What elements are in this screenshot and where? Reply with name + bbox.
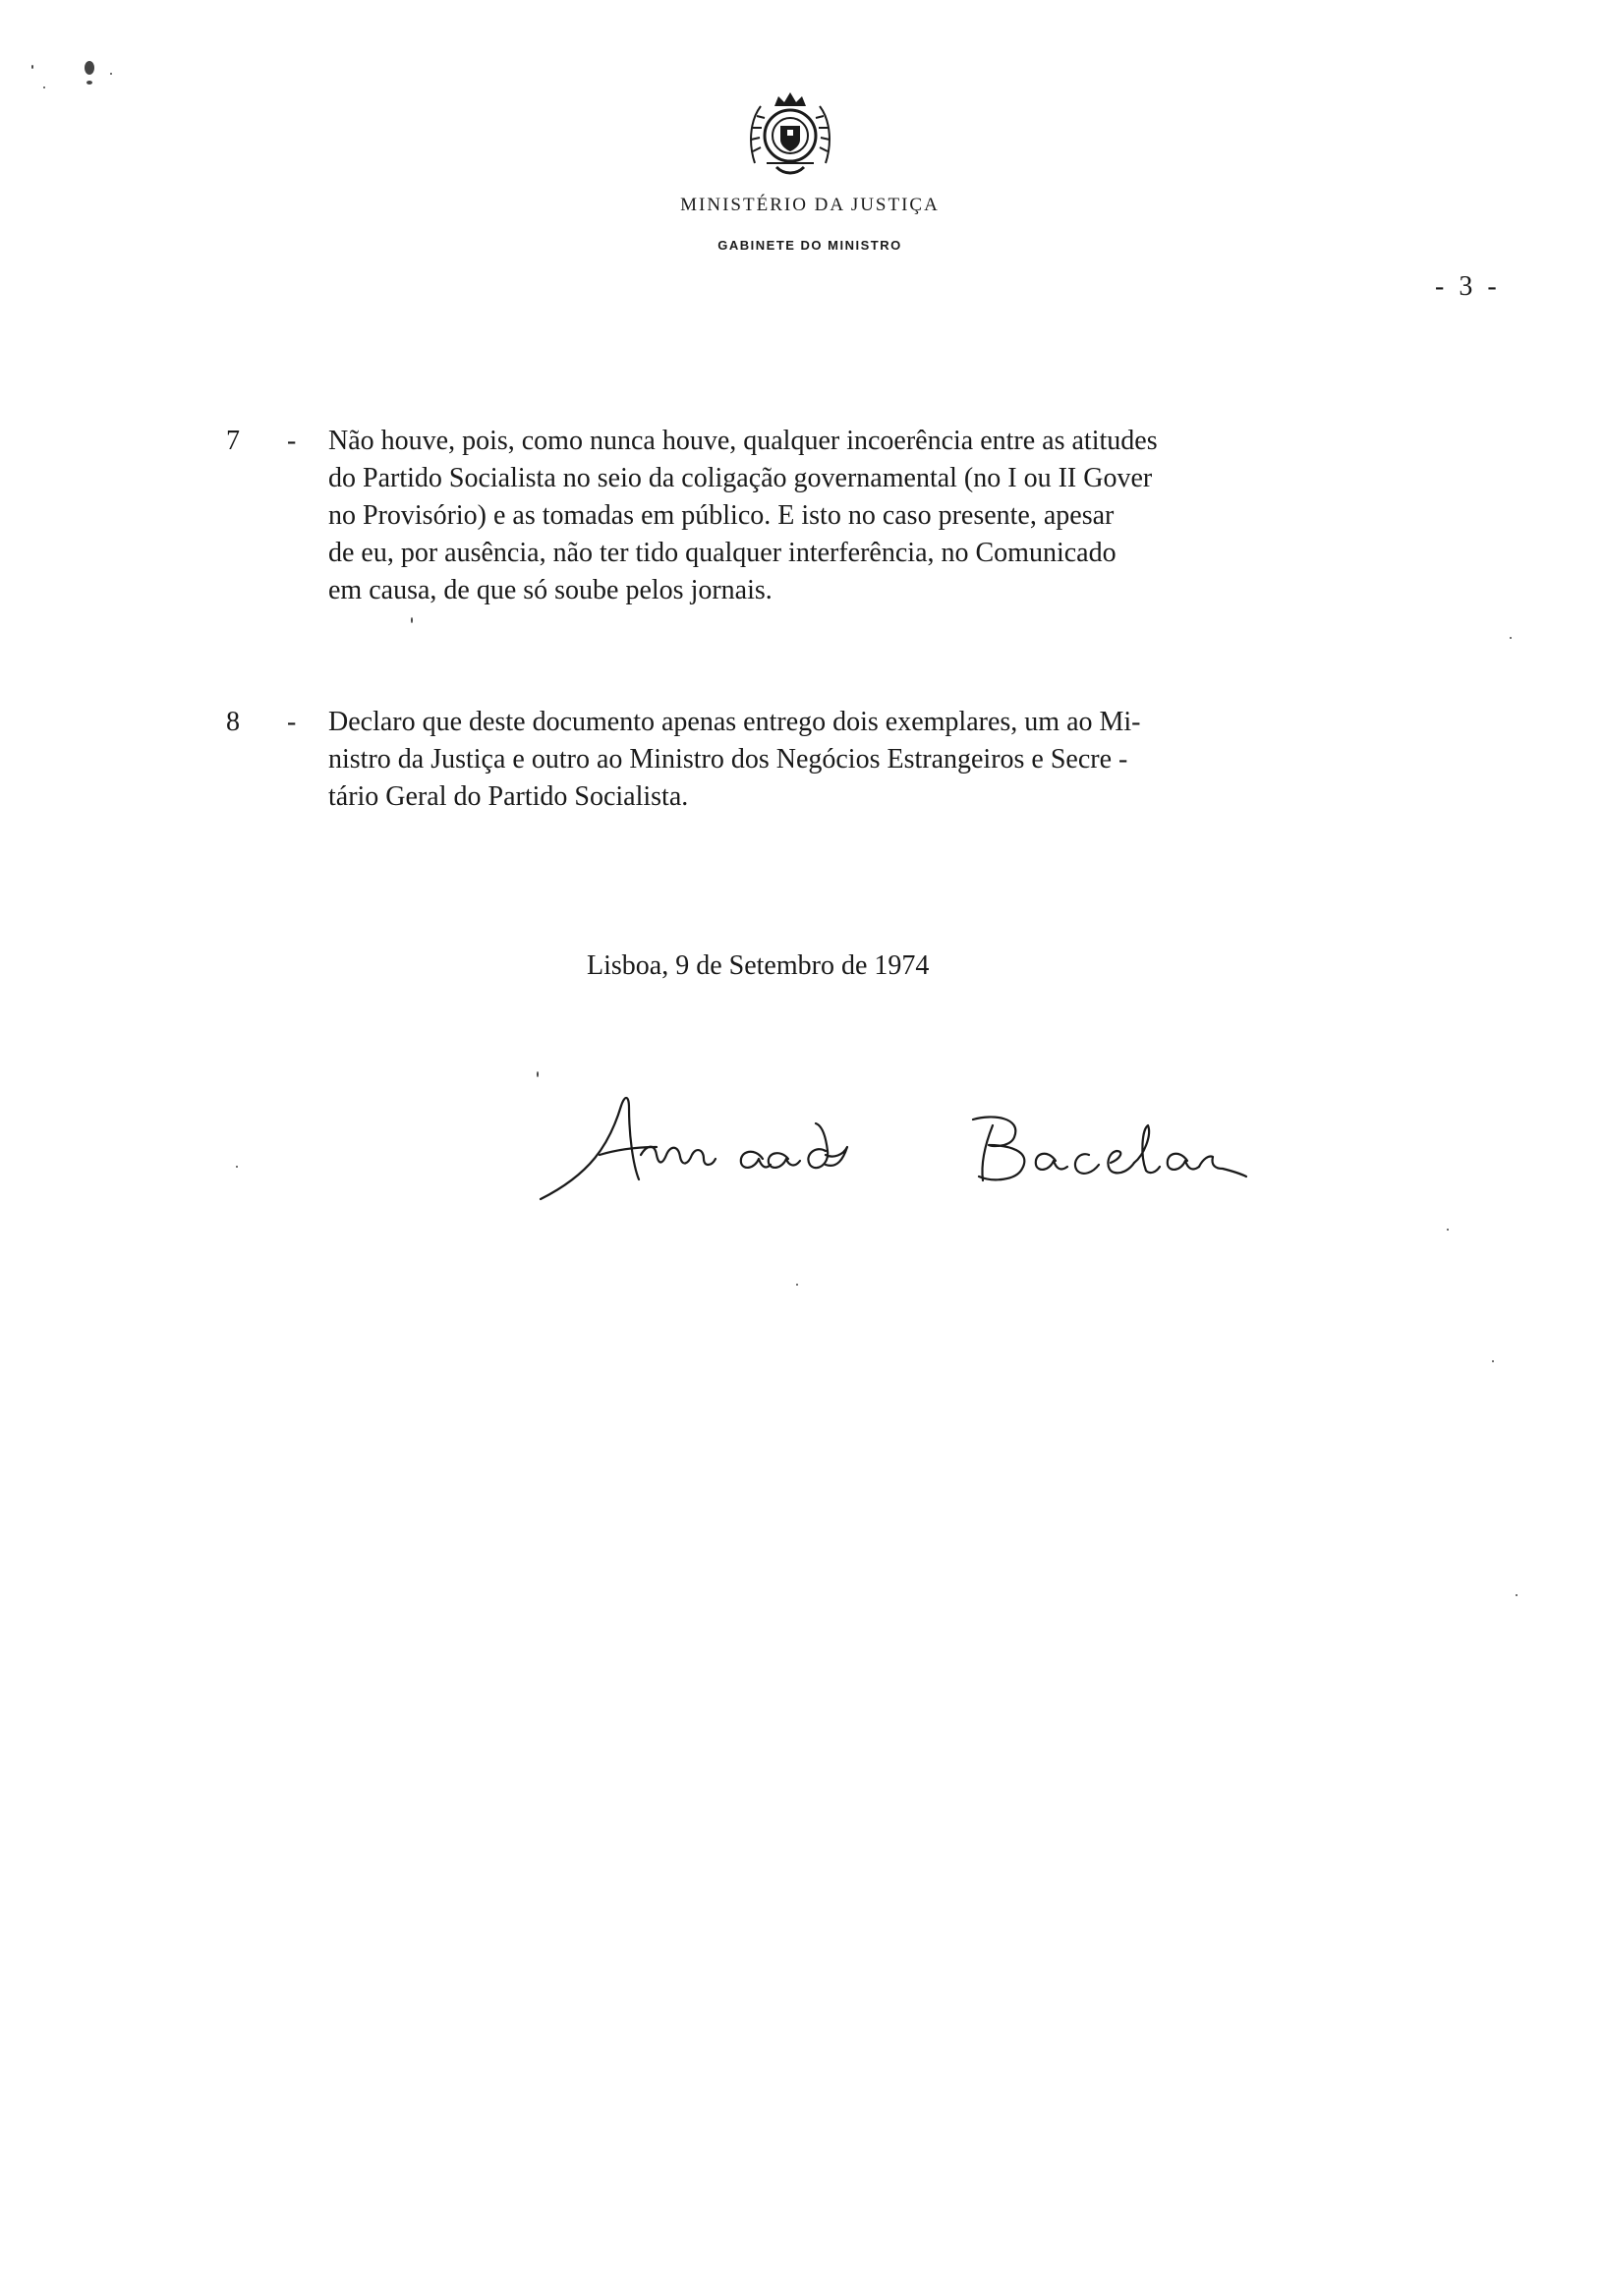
paragraph-line: Não houve, pois, como nunca houve, qualquer incoerência entre as atitudes — [328, 426, 1158, 456]
paragraph-line: de eu, por ausência, não ter tido qualquer interferência, no Comunicado — [328, 538, 1117, 568]
scan-speck — [31, 65, 33, 69]
paragraph-number: 7 — [226, 426, 240, 456]
scan-speck — [236, 1166, 238, 1168]
paragraph-line: no Provisório) e as tomadas em público. E isto no caso presente, apesar — [328, 500, 1115, 531]
ministry-name: MINISTÉRIO DA JUSTIÇA — [680, 195, 940, 215]
paragraph-line: em causa, de que só soube pelos jornais. — [328, 575, 773, 605]
scan-speck — [1516, 1594, 1518, 1596]
scan-speck — [110, 73, 112, 75]
scan-speck — [43, 86, 45, 88]
paragraph-number: 8 — [226, 707, 240, 737]
paragraph-dash: - — [287, 707, 297, 737]
place-and-date: Lisboa, 9 de Setembro de 1974 — [587, 950, 930, 981]
scan-speck — [411, 617, 413, 623]
paragraph-line: nistro da Justiça e outro ao Ministro dos Negócios Estrangeiros e Secre - — [328, 744, 1128, 775]
scan-speck — [1447, 1229, 1449, 1231]
scan-speck — [796, 1284, 798, 1286]
paragraph-line: Declaro que deste documento apenas entrego dois exemplares, um ao Mi- — [328, 707, 1141, 737]
paragraph-dash: - — [287, 426, 297, 456]
scan-speck — [85, 61, 94, 75]
handwritten-signature — [531, 1086, 1297, 1234]
scan-speck — [1492, 1360, 1494, 1362]
coat-of-arms-icon — [747, 86, 833, 181]
cabinet-name: GABINETE DO MINISTRO — [717, 238, 902, 253]
scan-speck — [1510, 637, 1512, 639]
page-number: - 3 - — [1435, 271, 1501, 302]
scan-speck — [86, 81, 92, 85]
scan-speck — [537, 1071, 539, 1077]
paragraph-line: tário Geral do Partido Socialista. — [328, 781, 689, 812]
numbered-paragraph — [226, 704, 1573, 822]
paragraph-text — [328, 704, 1567, 816]
paragraph-text — [328, 423, 1567, 609]
numbered-paragraph — [226, 423, 1573, 659]
paragraph-line: do Partido Socialista no seio da coligação governamental (no I ou II Gover — [328, 463, 1153, 493]
